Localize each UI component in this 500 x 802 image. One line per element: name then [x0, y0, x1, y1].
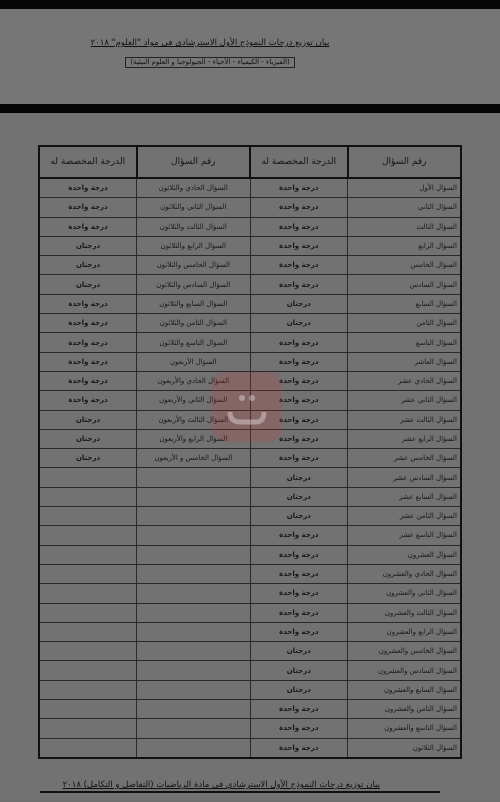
grade-cell: درجة واحدة — [250, 391, 348, 410]
grade-cell — [39, 584, 137, 603]
grade-cell: درجتان — [250, 680, 348, 699]
question-cell — [137, 526, 250, 545]
page-divider — [0, 0, 500, 9]
question-cell: السؤال الأربعون — [137, 352, 250, 371]
question-cell: السؤال الحادي والعشرون — [348, 564, 461, 583]
watermark-glyph-icon — [222, 382, 272, 432]
grade-cell: درجة واحدة — [250, 526, 348, 545]
question-cell: السؤال السابع عشر — [348, 487, 461, 506]
grade-cell: درجتان — [39, 449, 137, 468]
question-cell — [137, 622, 250, 641]
grade-cell: درجة واحدة — [250, 178, 348, 198]
grade-cell — [39, 680, 137, 699]
question-cell — [137, 584, 250, 603]
grade-cell: درجة واحدة — [250, 545, 348, 564]
grade-cell: درجة واحدة — [39, 333, 137, 352]
question-cell: السؤال السابع — [348, 294, 461, 313]
question-cell: السؤال الخامس و الأربعون — [137, 449, 250, 468]
table-row — [39, 584, 461, 603]
question-cell: السؤال الثاني — [348, 198, 461, 217]
grade-cell: درجة واحدة — [250, 584, 348, 603]
grade-cell: درجة واحدة — [250, 429, 348, 448]
question-cell: السؤال السادس والعشرون — [348, 661, 461, 680]
grade-cell: درجة واحدة — [250, 700, 348, 719]
next-table-top — [40, 791, 440, 802]
next-section-title: بيان توزيع درجات النموذج الأول الاسترشادي فى مادة الرياضيات (التفاضل و التكامل) ٢٠١٨ — [62, 780, 380, 790]
question-cell: السؤال العاشر — [348, 352, 461, 371]
grade-cell: درجة واحدة — [250, 449, 348, 468]
question-cell: السؤال الرابع والأربعون — [137, 429, 250, 448]
grade-cell: درجتان — [39, 236, 137, 255]
page-divider — [0, 104, 500, 113]
grade-cell: درجة واحدة — [39, 391, 137, 410]
question-cell: السؤال الحادي عشر — [348, 371, 461, 390]
table-row — [39, 622, 461, 641]
table-body — [39, 178, 461, 758]
grade-cell — [39, 545, 137, 564]
table-row — [39, 661, 461, 680]
grade-cell: درجتان — [39, 275, 137, 294]
table-row — [39, 680, 461, 699]
table-row — [39, 468, 461, 487]
question-cell — [137, 487, 250, 506]
question-cell — [137, 507, 250, 526]
table-row — [39, 275, 461, 294]
table-row — [39, 236, 461, 255]
question-cell: السؤال الثاني عشر — [348, 391, 461, 410]
grade-cell — [39, 738, 137, 758]
header — [40, 38, 380, 68]
grade-cell: درجة واحدة — [250, 371, 348, 390]
table-row — [39, 487, 461, 506]
question-cell: السؤال الأول — [348, 178, 461, 198]
question-cell: السؤال السادس — [348, 275, 461, 294]
grade-cell: درجة واحدة — [39, 294, 137, 313]
grade-cell: درجتان — [39, 410, 137, 429]
question-cell — [137, 545, 250, 564]
grade-cell: درجتان — [250, 468, 348, 487]
grade-cell — [39, 487, 137, 506]
header-question-right: رقم السؤال — [348, 146, 461, 178]
grade-cell: درجتان — [250, 314, 348, 333]
question-cell: السؤال التاسع والعشرون — [348, 719, 461, 738]
question-cell: السؤال التاسع والثلاثون — [137, 333, 250, 352]
table-row — [39, 333, 461, 352]
page-title: بيان توزيع درجات النموذج الأول الاسترشادى فى مواد "العلوم" ٢٠١٨ — [90, 38, 330, 48]
header-grade-left: الدرجة المخصصة له — [39, 146, 137, 178]
grade-cell: درجة واحدة — [39, 178, 137, 198]
question-cell: السؤال الحادي والثلاثون — [137, 178, 250, 198]
question-cell: السؤال الرابع والثلاثون — [137, 236, 250, 255]
table-row — [39, 198, 461, 217]
grade-cell: درجة واحدة — [39, 198, 137, 217]
table-row — [39, 545, 461, 564]
grade-cell: درجة واحدة — [39, 352, 137, 371]
table-row — [39, 256, 461, 275]
question-cell: السؤال الرابع والعشرون — [348, 622, 461, 641]
table-row — [39, 700, 461, 719]
grade-cell: درجتان — [250, 507, 348, 526]
question-cell: السؤال الثامن — [348, 314, 461, 333]
grade-cell — [39, 622, 137, 641]
page-subtitle: (الفيزياء - الكيمياء - الأحياء - الجيولوجيا و العلوم البيئية) — [125, 57, 295, 68]
grade-cell: درجتان — [39, 256, 137, 275]
table-row — [39, 178, 461, 198]
question-cell: السؤال الثامن والعشرون — [348, 700, 461, 719]
previous-page — [0, 0, 500, 104]
question-cell — [137, 738, 250, 758]
question-cell — [137, 661, 250, 680]
table-row — [39, 642, 461, 661]
table-row — [39, 314, 461, 333]
question-cell: السؤال الثالث — [348, 217, 461, 236]
question-cell: السؤال الثاني والثلاثون — [137, 198, 250, 217]
table-row — [39, 526, 461, 545]
question-cell — [137, 700, 250, 719]
question-cell — [137, 603, 250, 622]
question-cell: السؤال الثالث والثلاثون — [137, 217, 250, 236]
question-cell: السؤال الخامس والثلاثون — [137, 256, 250, 275]
question-cell: السؤال الرابع — [348, 236, 461, 255]
question-cell: السؤال السابع والثلاثون — [137, 294, 250, 313]
grade-cell — [39, 564, 137, 583]
table-row — [39, 217, 461, 236]
grade-cell: درجة واحدة — [39, 217, 137, 236]
question-cell — [137, 564, 250, 583]
grade-cell: درجة واحدة — [250, 198, 348, 217]
question-cell: السؤال الثالث والأربعون — [137, 410, 250, 429]
grade-cell: درجة واحدة — [250, 410, 348, 429]
grade-cell: درجة واحدة — [250, 738, 348, 758]
question-cell: السؤال الحادي والأربعون — [137, 371, 250, 390]
grade-cell: درجة واحدة — [39, 314, 137, 333]
table-row — [39, 603, 461, 622]
grade-cell: درجتان — [250, 661, 348, 680]
grade-cell: درجتان — [39, 429, 137, 448]
question-cell: السؤال الثامن والثلاثون — [137, 314, 250, 333]
watermark-logo-icon — [212, 372, 282, 442]
question-cell — [137, 642, 250, 661]
question-cell: السؤال التاسع عشر — [348, 526, 461, 545]
question-cell — [137, 468, 250, 487]
grade-cell — [39, 507, 137, 526]
grade-cell: درجتان — [250, 294, 348, 313]
question-cell: السؤال الثامن عشر — [348, 507, 461, 526]
grades-table — [38, 145, 462, 759]
grade-cell: درجة واحدة — [250, 719, 348, 738]
grade-cell: درجة واحدة — [250, 275, 348, 294]
question-cell: السؤال العشرون — [348, 545, 461, 564]
grade-cell — [39, 700, 137, 719]
question-cell: السؤال الثلاثون — [348, 738, 461, 758]
question-cell: السؤال الخامس — [348, 256, 461, 275]
question-cell: السؤال السابع والعشرون — [348, 680, 461, 699]
question-cell: السؤال السادس والثلاثون — [137, 275, 250, 294]
grade-cell: درجتان — [250, 487, 348, 506]
grade-cell — [39, 661, 137, 680]
header-question-left: رقم السؤال — [137, 146, 250, 178]
question-cell: السؤال السادس عشر — [348, 468, 461, 487]
grade-cell: درجة واحدة — [250, 352, 348, 371]
question-cell: السؤال الثاني والعشرون — [348, 584, 461, 603]
table-header-row — [39, 146, 461, 178]
question-cell: السؤال الرابع عشر — [348, 429, 461, 448]
table-row — [39, 738, 461, 758]
table-row — [39, 719, 461, 738]
question-cell: السؤال الخامس عشر — [348, 449, 461, 468]
header-grade-right: الدرجة المخصصة له — [250, 146, 348, 178]
grade-cell: درجة واحدة — [250, 236, 348, 255]
grade-cell: درجة واحدة — [250, 603, 348, 622]
table-row — [39, 564, 461, 583]
grade-cell: درجة واحدة — [250, 256, 348, 275]
question-cell — [137, 719, 250, 738]
grade-cell: درجة واحدة — [39, 371, 137, 390]
question-cell: السؤال الثالث والعشرون — [348, 603, 461, 622]
question-cell: السؤال التاسع — [348, 333, 461, 352]
table-row — [39, 507, 461, 526]
grade-cell — [39, 719, 137, 738]
question-cell: السؤال الخامس والعشرون — [348, 642, 461, 661]
grade-cell — [39, 603, 137, 622]
grade-cell — [39, 526, 137, 545]
grade-cell: درجتان — [250, 642, 348, 661]
table-row — [39, 294, 461, 313]
question-cell — [137, 680, 250, 699]
grade-cell: درجة واحدة — [250, 217, 348, 236]
grade-cell — [39, 642, 137, 661]
grade-cell: درجة واحدة — [250, 333, 348, 352]
question-cell: السؤال الثالث عشر — [348, 410, 461, 429]
question-cell: السؤال الثاني والأربعون — [137, 391, 250, 410]
grade-cell — [39, 468, 137, 487]
grade-cell: درجة واحدة — [250, 622, 348, 641]
table-row — [39, 449, 461, 468]
grade-cell: درجة واحدة — [250, 564, 348, 583]
table-row — [39, 352, 461, 371]
